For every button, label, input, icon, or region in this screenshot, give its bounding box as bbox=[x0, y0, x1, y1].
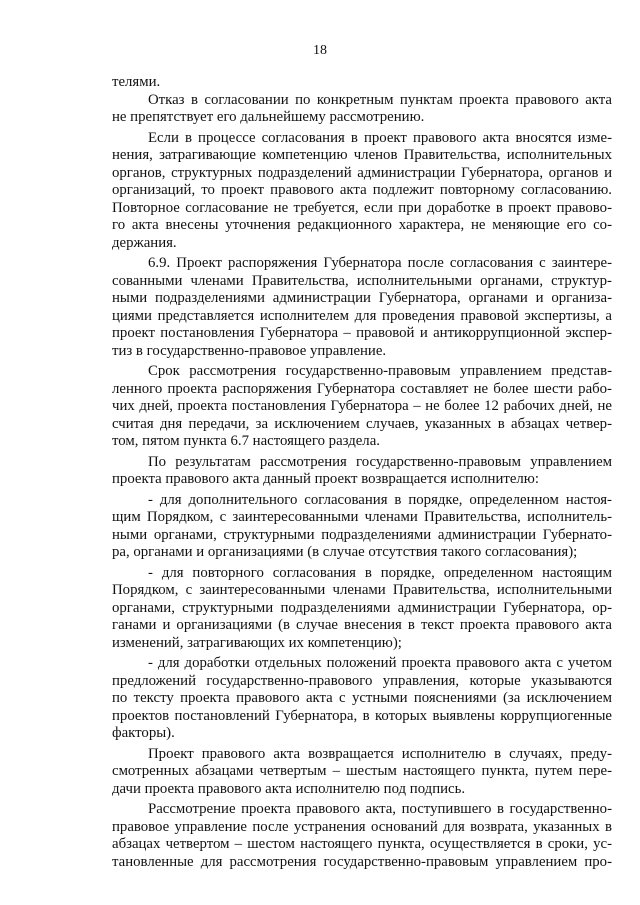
text-line: ными органами, структурными подразделениями администрации Губернато- bbox=[112, 526, 612, 543]
text-line: не препятствует его дальнейшему рассмотрению. bbox=[112, 109, 425, 125]
text-line: циями представляется исполнителем для проведения правовой экспертизы, а bbox=[112, 307, 612, 324]
text-line: предложений государственно-правового управления, которые указываются bbox=[112, 672, 612, 689]
text-line: органами, структурными подразделениями администрации Губернатора, ор- bbox=[112, 599, 612, 616]
text-line: го акта внесены уточнения редакционного характера, не меняющие его со- bbox=[112, 217, 612, 233]
body-text bbox=[112, 74, 612, 871]
text-line: смотренных абзацами четвертым – шестым настоящего пункта, путем пере- bbox=[112, 763, 612, 779]
text-line: тиз в государственно-правовое управление. bbox=[112, 342, 387, 359]
text-line: 6.9. Проект распоряжения Губернатора после согласования с заинтере- bbox=[148, 255, 612, 271]
page-number: 18 bbox=[313, 43, 327, 58]
text-line: организаций, то проект правового акта подлежит повторному согласованию. bbox=[112, 182, 612, 198]
text-line: щим Порядком, с заинтересованными членами Правительства, исполнитель- bbox=[112, 509, 612, 525]
text-line: ными подразделениями администрации Губернатора, органами и организа- bbox=[112, 290, 612, 306]
text-line: ра, органами и организациями (в случае отсутствия такого согласования); bbox=[112, 544, 578, 560]
text-line: Отказ в согласовании по конкретным пунктам проекта правового акта bbox=[148, 91, 612, 108]
text-line: - для доработки отдельных положений проекта правового акта с учетом bbox=[148, 655, 612, 671]
text-line: проект постановления Губернатора – правовой и антикоррупционной экспер- bbox=[112, 325, 612, 341]
text-line: телями. bbox=[112, 74, 161, 90]
text-line: считая дня передачи, за исключением случаев, указанных в абзацах четвер- bbox=[112, 415, 612, 432]
text-line: держания. bbox=[112, 234, 177, 251]
text-line: проекта правового акта данный проект возвращается исполнителю: bbox=[112, 471, 539, 487]
text-line: правовое управление после устранения оснований для возврата, указанных в bbox=[112, 818, 612, 835]
text-line: Срок рассмотрения государственно-правовым управлением представ- bbox=[148, 363, 612, 379]
text-line: том, пятом пункта 6.7 настоящего раздела. bbox=[112, 433, 380, 449]
text-line: Проект правового акта возвращается исполнителю в случаях, преду- bbox=[148, 745, 612, 762]
text-line: По результатам рассмотрения государственно-правовым управлением bbox=[148, 453, 612, 470]
text-line: проектов постановлений Губернатора, в которых выявлены коррупциогенные bbox=[112, 707, 612, 724]
text-line: сованными членами Правительства, исполнительными органами, структур- bbox=[112, 272, 612, 289]
text-line: - для повторного согласования в порядке, определенном настоящим bbox=[148, 564, 612, 581]
text-line: - для дополнительного согласования в порядке, определенном настоя- bbox=[148, 491, 612, 508]
text-line: по тексту проекта правового акта с устными пояснениями (за исключением bbox=[112, 690, 612, 706]
text-line: чих дней, проекта постановления Губернатора – не более 12 рабочих дней, не bbox=[112, 398, 612, 414]
text-line: ленного проекта распоряжения Губернатора составляет не более шести рабо- bbox=[112, 380, 612, 397]
text-line: Порядком, с заинтересованными членами Правительства, исполнительными bbox=[112, 582, 612, 598]
text-line: факторы). bbox=[112, 725, 175, 741]
text-line: тановленные для рассмотрения государственно-правовым управлением про- bbox=[112, 853, 612, 870]
text-line: нения, затрагивающие компетенцию членов Правительства, исполнительных bbox=[112, 147, 612, 163]
text-line: изменений, затрагивающих их компетенцию); bbox=[112, 634, 402, 651]
text-line: Если в процессе согласования в проект правового акта вносятся изме- bbox=[148, 129, 612, 146]
text-line: органов, структурных подразделений администрации Губернатора, органов и bbox=[112, 164, 612, 181]
text-line: Рассмотрение проекта правового акта, поступившего в государственно- bbox=[148, 801, 612, 817]
text-line: дачи проекта правового акта исполнителю под подпись. bbox=[112, 780, 466, 797]
text-line: Повторное согласование не требуется, если при доработке в проект правово- bbox=[112, 199, 612, 216]
text-line: ганами и организациями (в случае внесения в текст проекта правового акта bbox=[112, 617, 612, 633]
text-line: абзацах четвертом – шестом настоящего пункта, осуществляется в сроки, ус- bbox=[112, 836, 612, 852]
